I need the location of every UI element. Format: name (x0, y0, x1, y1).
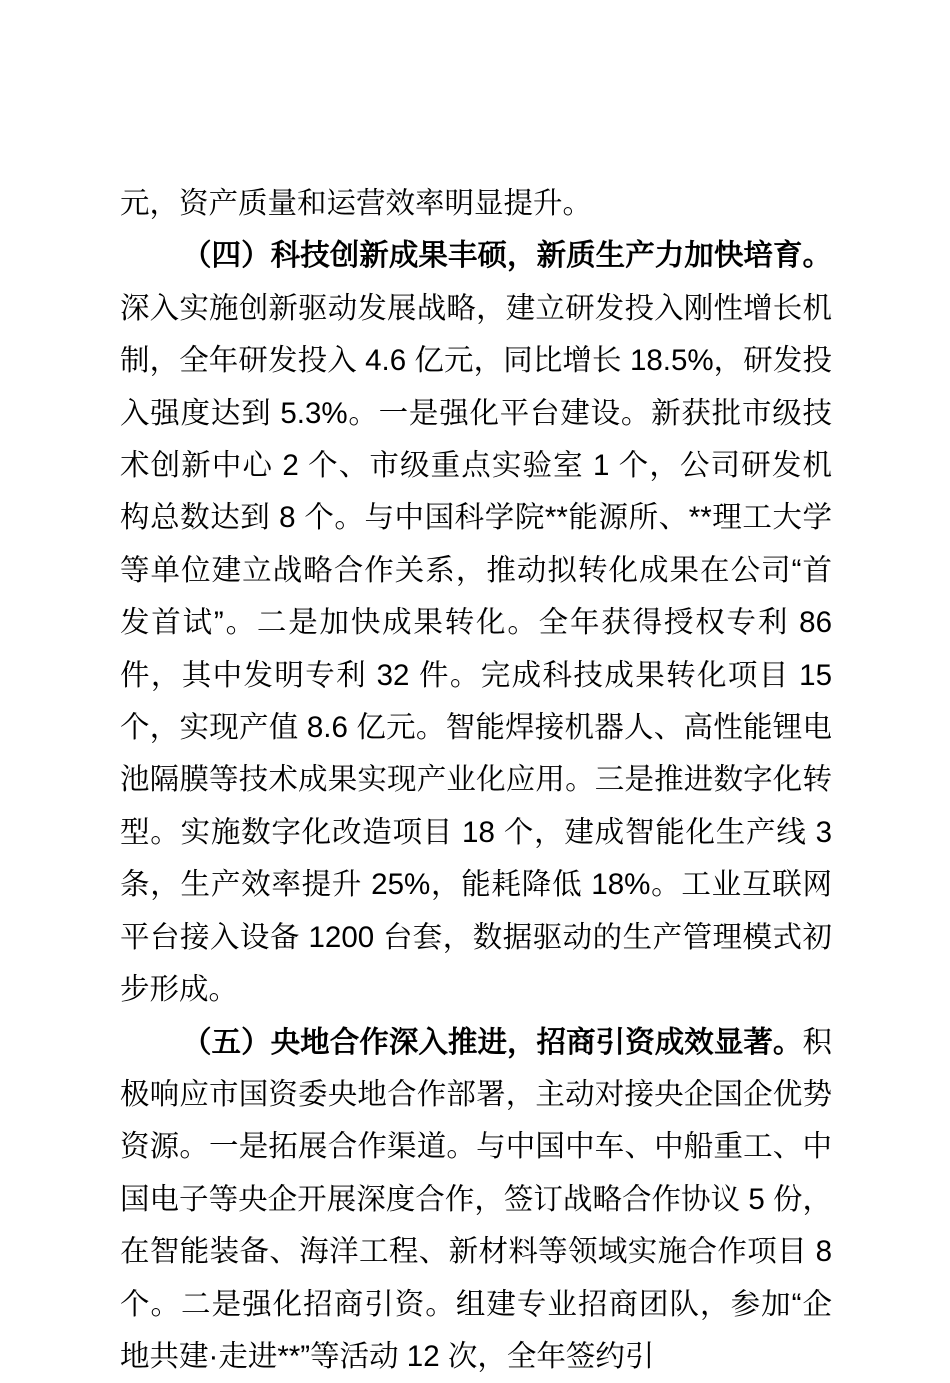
paragraph-text: 深入实施创新驱动发展战略，建立研发投入刚性增长机制，全年研发投入 4.6 亿元，同比增长 18.5%，研发投入强度达到 5.3%。一是强化平台建设。新获批市级技术创新中心 2 个、市级重点实验室 1 个，公司研发机构总数达到 8 个。与中国科学院**能源所、**理工大学等单位建立战略合作关系，推动拟转化成果在公司“首发首试”。二是加快成果转化。全年获得授权专利 86 件，其中发明专利 32 件。完成科技成果转化项目 15 个，实现产值 8.6 亿元。智能焊接机器人、高性能锂电池隔膜等技术成果实现产业化应用。三是推进数字化转型。实施数字化改造项目 18 个，建成智能化生产线 3 条，生产效率提升 25%，能耗降低 18%。工业互联网平台接入设备 1200 台套，数据驱动的生产管理模式初步形成。 (120, 292, 832, 1006)
paragraph-text: 元，资产质量和运营效率明显提升。 (120, 187, 592, 220)
document-body (120, 178, 832, 1383)
section-heading-four: （四）科技创新成果丰硕，新质生产力加快培育。 (182, 239, 832, 272)
paragraph-section-four (120, 230, 832, 1016)
paragraph-continuation (120, 178, 832, 230)
section-heading-five: （五）央地合作深入推进，招商引资成效显著。 (182, 1026, 802, 1059)
paragraph-section-five (120, 1017, 832, 1383)
paragraph-text: 积极响应市国资委央地合作部署，主动对接央企国企优势资源。一是拓展合作渠道。与中国中车、中船重工、中国电子等央企开展深度合作，签订战略合作协议 5 份，在智能装备、海洋工程、新材料等领域实施合作项目 8 个。二是强化招商引资。组建专业招商团队，参加“企地共建·走进**”等活动 12 次，全年签约引 (120, 1026, 832, 1373)
